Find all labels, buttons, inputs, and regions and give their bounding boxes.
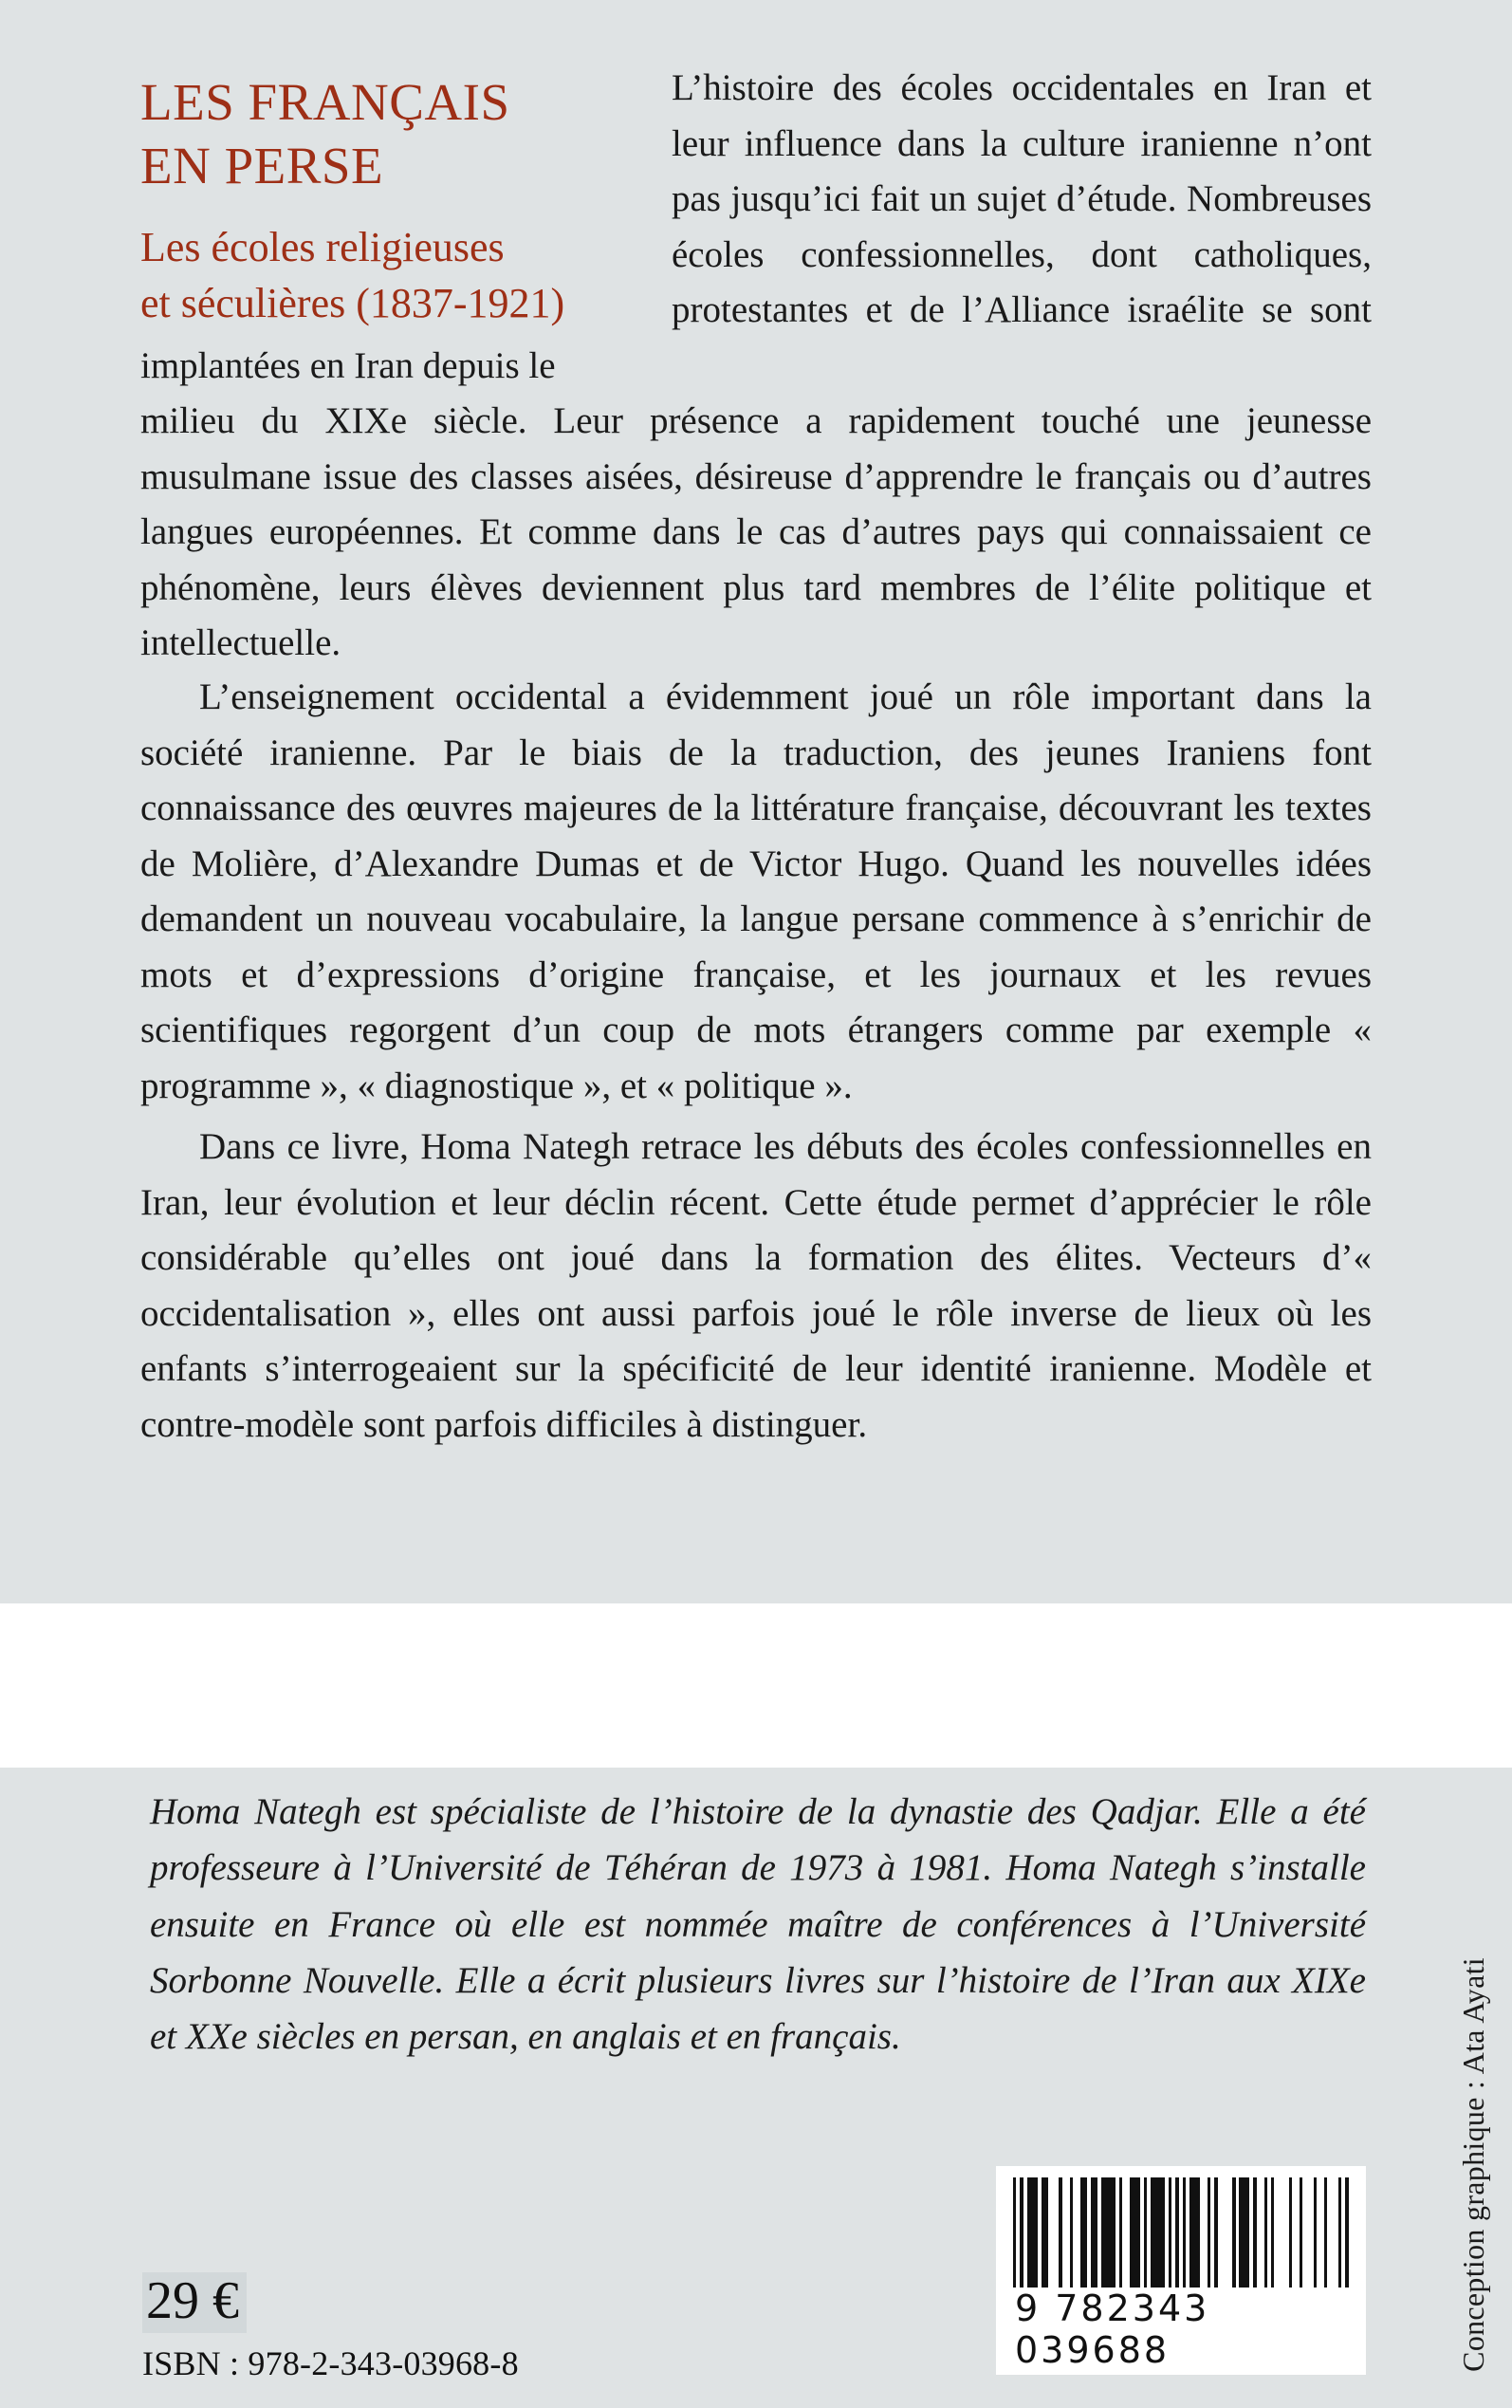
white-separator-band <box>0 1603 1512 1768</box>
title-line-2: EN PERSE <box>140 137 384 195</box>
page-title <box>140 70 672 197</box>
barcode <box>996 2166 1366 2375</box>
price-isbn-block <box>142 2272 519 2380</box>
subtitle-line-2: et séculières (1837-1921) <box>140 280 565 327</box>
author-bio-text: Homa Nategh est spécialiste de l’histoire de la dynastie des Qadjar. Elle a été professeure à l’Université de Téhéran de 1973 à 1981. Homa Nategh s’installe ensuite en France où elle est nommée maître de conférences à l’Université Sorbonne Nouvelle. Elle a écrit plusieurs livres sur l’histoire de l’Iran aux XIXe et XXe siècles en persan, en anglais et en français. <box>150 1791 1366 2058</box>
title-group <box>140 61 672 332</box>
page-subtitle <box>140 220 672 332</box>
author-bio-block <box>150 1784 1366 2065</box>
design-credit <box>1447 1784 1499 2372</box>
subtitle-line-1: Les écoles religieuses <box>140 224 505 271</box>
blurb-paragraph-2: L’enseignement occidental a évidemment joué un rôle important dans la société iranienne. Par le biais de la traduction, des jeunes Iraniens font connaissance des œuvres majeures de la littérature française, découvrant les textes de Molière, d’Alexandre Dumas et de Victor Hugo. Quand les nouvelles idées demandent un nouveau vocabulaire, la langue persane commence à s’enrichir de mots et d’expressions d’origine française, et les journaux et les revues scientifiques regorgent d’un coup de mots étrangers comme par exemple « programme », « diagnostique », et « politique ». <box>140 676 1372 1106</box>
blurb-paragraph-1-top: L’histoire des écoles occidentales en Iran et leur influence dans la culture iranienne n’ont pas jusqu’ici fait un sujet d’étude. Nombreuses écoles confessionnelles, dont catholiques, protestantes et de l’Alliance israélite se sont implantées en Iran depuis le <box>140 67 1372 386</box>
top-text-block <box>0 0 1512 672</box>
blurb-paragraph-3: Dans ce livre, Homa Nategh retrace les débuts des écoles confessionnelles en Iran, leur évolution et leur déclin récent. Cette étude permet d’apprécier le rôle considérable qu’elles ont joué dans la formation des élites. Vecteurs d’« occidentalisation », elles ont aussi parfois joué le rôle inverse de lieux où les enfants s’interrogeaient sur la spécificité de leur identité iranienne. Modèle et contre-modèle sont parfois difficiles à distinguer. <box>140 1126 1372 1445</box>
blurb-paragraph-1-rest: milieu du XIXe siècle. Leur présence a rapidement touché une jeunesse musulmane issue des classes aisées, désireuse d’apprendre le français ou d’autres langues européennes. Et comme dans le cas d’autres pays qui connaissaient ce phénomène, leurs élèves deviennent plus tard membres de l’élite politique et intellectuelle. <box>140 400 1372 663</box>
price-label: 29 € <box>142 2272 247 2333</box>
design-credit-text: Conception graphique : Ata Ayati <box>1455 1957 1490 2372</box>
blurb-body-block <box>140 664 1372 1453</box>
title-line-1: LES FRANÇAIS <box>140 73 510 131</box>
barcode-digits: 9 782343 039688 <box>1013 2288 1349 2371</box>
isbn-label: ISBN : 978-2-343-03968-8 <box>142 2344 519 2382</box>
